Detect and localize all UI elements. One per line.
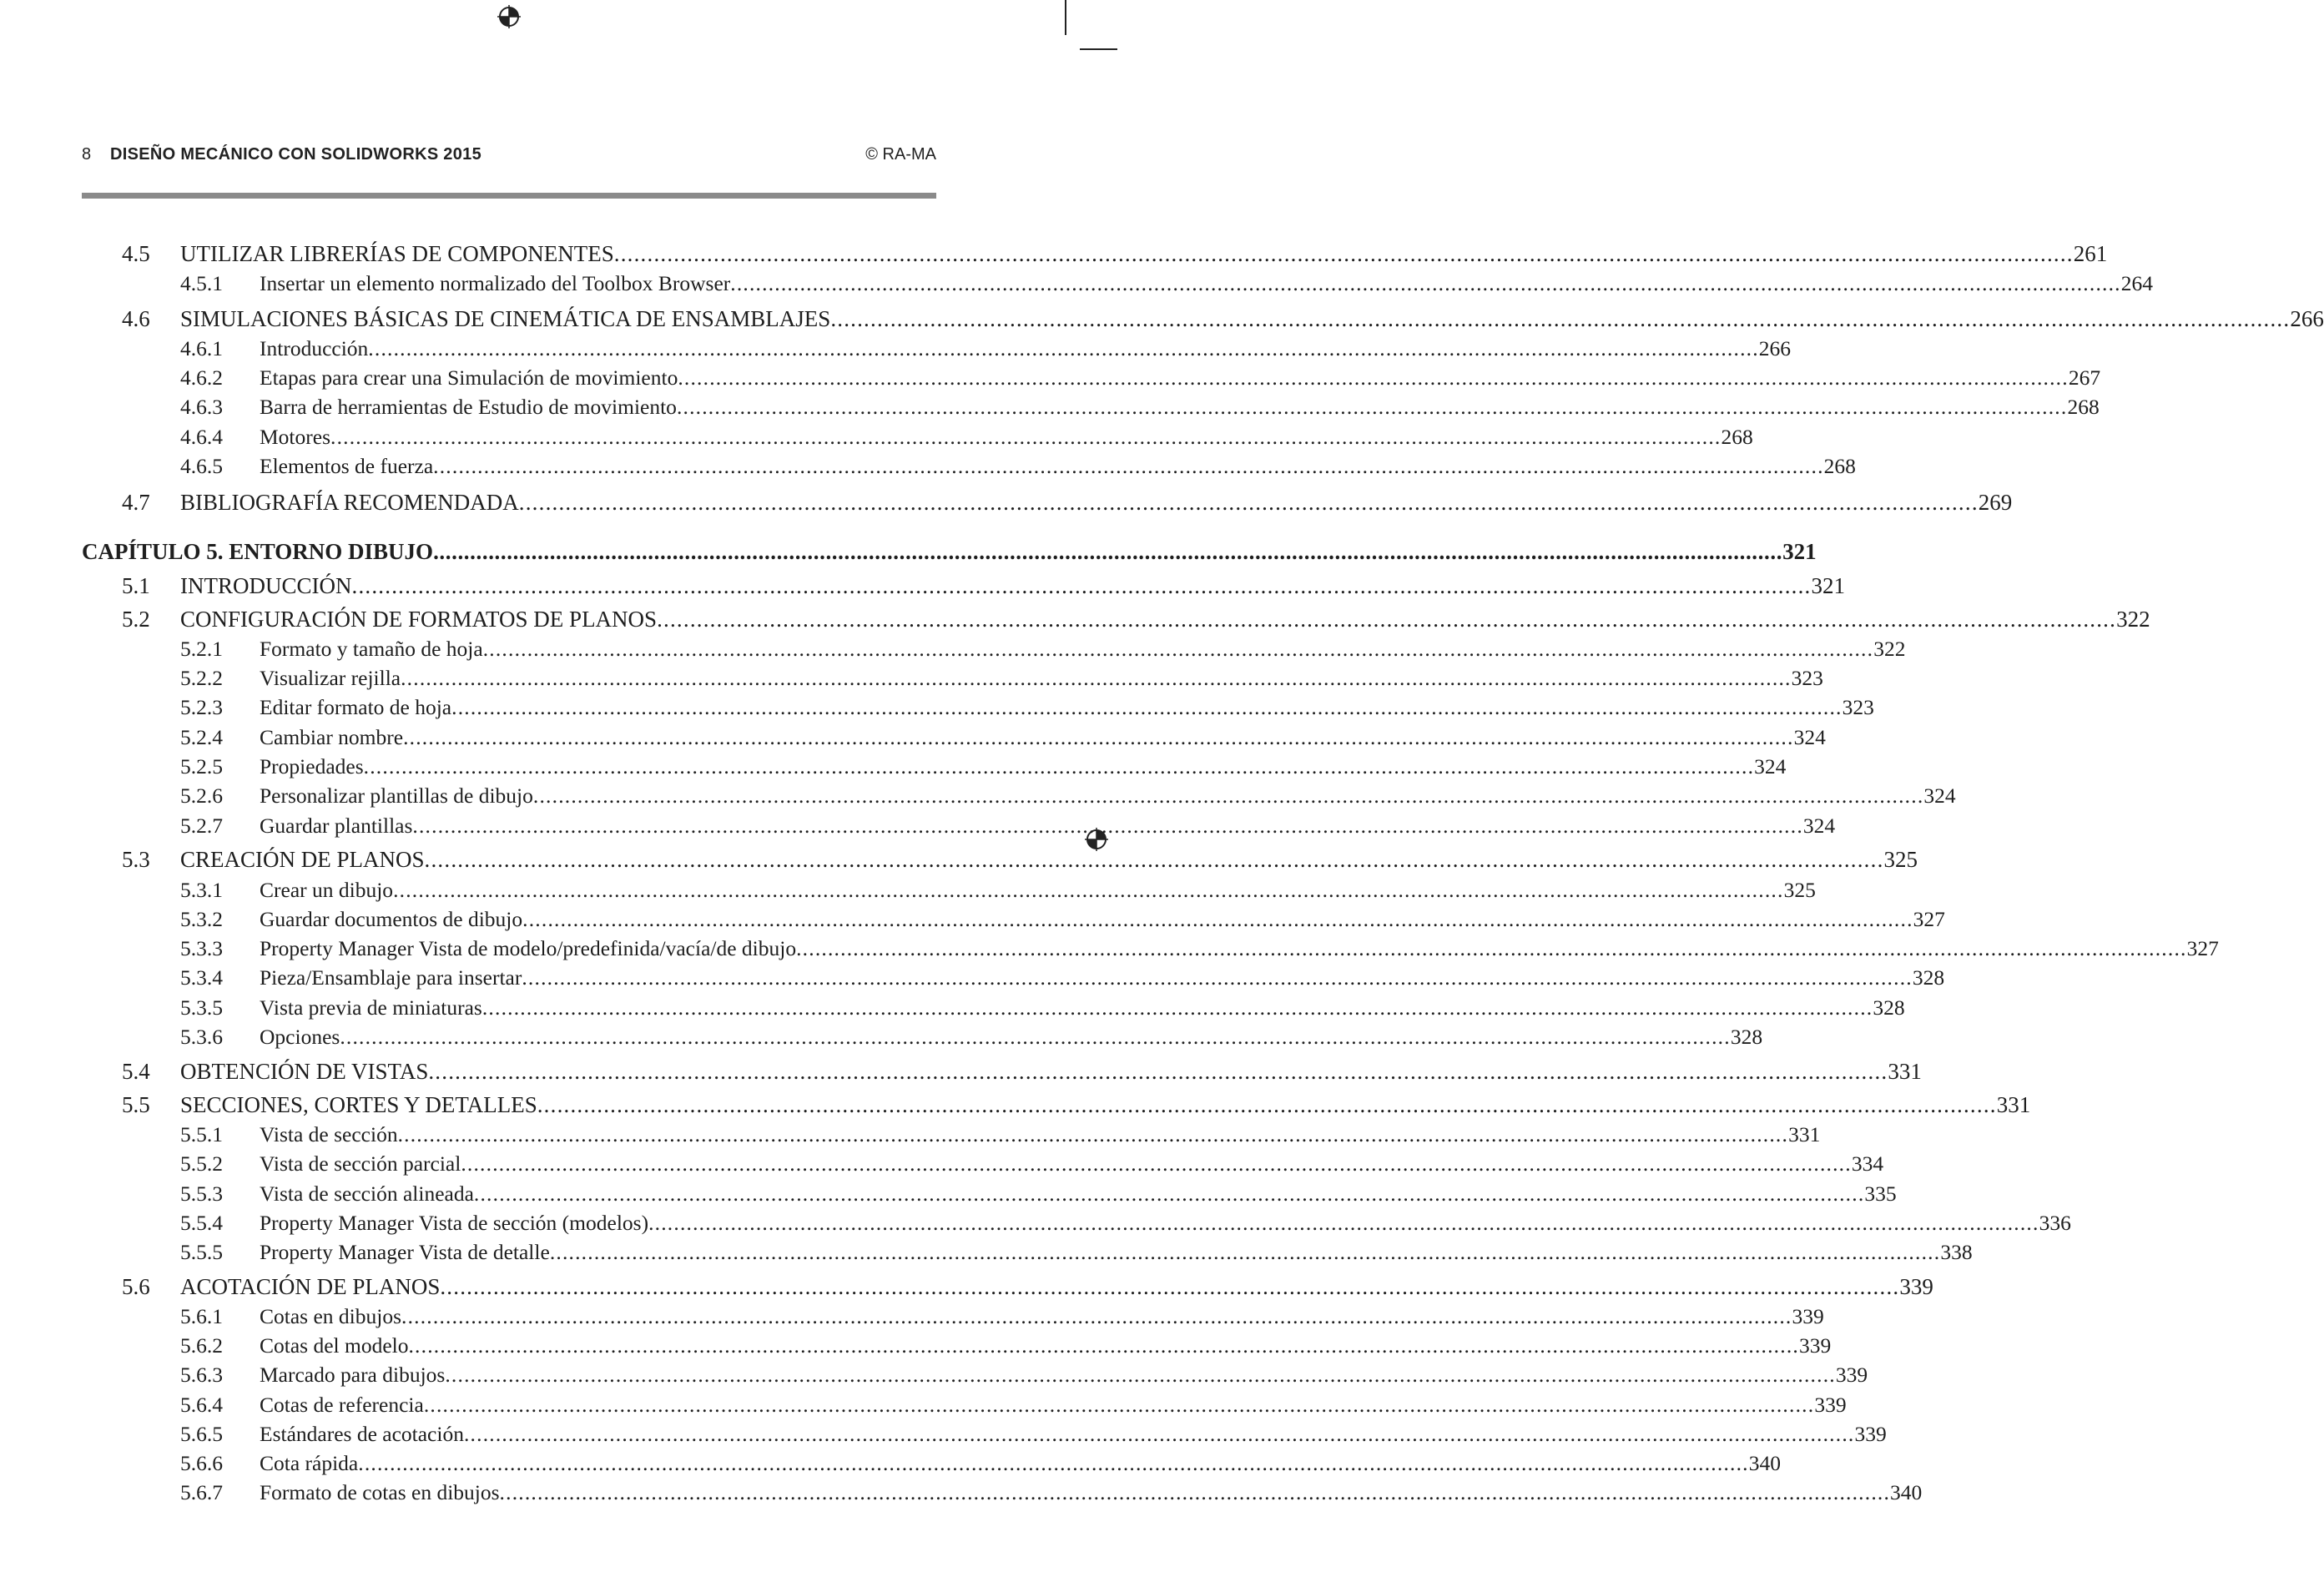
- toc-item: [0, 1449, 1781, 1479]
- toc-item-number: 5.2.2: [180, 666, 223, 690]
- registration-mark-icon: [497, 5, 521, 28]
- toc-item: [0, 1237, 1973, 1267]
- dot-leader: ............................................................................................................................................................................................................................: [613, 241, 2074, 266]
- toc-item-title: Estándares de acotación: [260, 1422, 464, 1446]
- dot-leader: ............................................................................................................................................................................................................................: [730, 271, 2121, 295]
- toc-item-title: Property Manager Vista de modelo/predefinida/vacía/de dibujo: [260, 936, 797, 960]
- toc-item-title: Cambiar nombre: [260, 725, 404, 749]
- toc-item: [0, 844, 1918, 874]
- dot-leader: ............................................................................................................................................................................................................................: [648, 1211, 2039, 1235]
- toc-item-number: 4.6.4: [180, 425, 223, 449]
- toc-item: [0, 634, 1906, 664]
- toc-item: [0, 422, 1753, 452]
- dot-leader: ............................................................................................................................................................................................................................: [445, 1363, 1836, 1387]
- toc-item-number: 5.3.5: [180, 995, 223, 1020]
- toc-item-number: 5.5.5: [180, 1240, 223, 1264]
- toc-item-title: Etapas para crear una Simulación de movimiento: [260, 365, 678, 390]
- toc-item-page: 336: [2039, 1211, 2071, 1235]
- dot-leader: ............................................................................................................................................................................................................................: [657, 607, 2117, 632]
- toc-item-page: 328: [1912, 965, 1945, 990]
- toc-item: [0, 693, 1874, 723]
- toc-item-title: SIMULACIONES BÁSICAS DE CINEMÁTICA DE ENSAMBLAJES: [180, 306, 831, 331]
- dot-leader: ............................................................................................................................................................................................................................: [451, 695, 1843, 719]
- crop-mark-horizontal: [1080, 48, 1117, 50]
- dot-leader: ............................................................................................................................................................................................................................: [397, 1122, 1789, 1146]
- toc-item: [0, 1179, 1897, 1209]
- dot-leader: ............................................................................................................................................................................................................................: [351, 573, 1812, 598]
- toc-item-number: 4.6.3: [180, 395, 223, 419]
- toc-item: [0, 663, 1823, 693]
- toc-item: [0, 334, 1792, 364]
- toc-item-number: 4.5.1: [180, 271, 223, 295]
- toc-item-page: 322: [1873, 637, 1906, 661]
- toc-item: [0, 487, 2013, 517]
- toc-item-title: Vista de sección: [260, 1122, 398, 1146]
- toc-item: [0, 811, 1836, 841]
- toc-item-page: 339: [1854, 1422, 1887, 1446]
- toc-item-number: 5.6.7: [180, 1480, 223, 1504]
- toc-item: [0, 1419, 1887, 1449]
- toc-item-number: 5.2.5: [180, 754, 223, 778]
- toc-item-title: Cotas del modelo: [260, 1333, 409, 1358]
- toc-item-title: Pieza/Ensamblaje para insertar: [260, 965, 522, 990]
- toc-item-page: 321: [1782, 539, 1817, 564]
- toc-item-page: 339: [1835, 1363, 1868, 1387]
- toc-item-page: 266: [1758, 336, 1792, 360]
- toc-item-page: 325: [1783, 878, 1816, 902]
- dot-leader: ............................................................................................................................................................................................................................: [403, 725, 1794, 749]
- toc-item-page: 324: [1793, 725, 1826, 749]
- toc-item-title: UTILIZAR LIBRERÍAS DE COMPONENTES: [180, 241, 614, 266]
- toc-item-page: 334: [1851, 1151, 1884, 1176]
- page-number: 8: [82, 145, 92, 164]
- dot-leader: ............................................................................................................................................................................................................................: [408, 1333, 1799, 1358]
- toc-item: [0, 392, 2100, 422]
- toc-item-page: 339: [1899, 1274, 1933, 1299]
- toc-item: [0, 571, 1845, 601]
- dot-leader: ............................................................................................................................................................................................................................: [499, 1480, 1891, 1504]
- toc-item-title: Motores: [260, 425, 330, 449]
- toc-item-title: Cotas de referencia: [260, 1393, 424, 1417]
- toc-item-number: 5.3.6: [180, 1025, 223, 1049]
- toc-item: [0, 304, 2324, 334]
- toc-item-title: Vista previa de miniaturas: [260, 995, 482, 1020]
- toc-item: [0, 269, 2153, 299]
- dot-leader: ............................................................................................................................................................................................................................: [340, 1025, 1731, 1049]
- toc-item-page: 327: [2186, 936, 2219, 960]
- toc-item-title: Editar formato de hoja: [260, 695, 452, 719]
- toc-item: [0, 934, 2219, 964]
- dot-leader: ............................................................................................................................................................................................................................: [549, 1240, 1941, 1264]
- toc-item: [0, 604, 2150, 634]
- dot-leader: ............................................................................................................................................................................................................................: [440, 1274, 1900, 1299]
- toc-item-number: 5.5: [122, 1092, 150, 1117]
- toc-item-page: 328: [1730, 1025, 1763, 1049]
- dot-leader: ............................................................................................................................................................................................................................: [482, 637, 1874, 661]
- toc-item: [0, 781, 1956, 811]
- toc-item-title: Guardar plantillas: [260, 814, 413, 838]
- toc-item-page: 324: [1923, 783, 1956, 808]
- toc-item-number: 4.6.2: [180, 365, 223, 390]
- crop-mark-vertical: [1065, 0, 1066, 35]
- toc-item: [0, 1090, 2031, 1120]
- dot-leader: ............................................................................................................................................................................................................................: [522, 965, 1913, 990]
- toc-item-page: 261: [2073, 241, 2108, 266]
- toc-item-page: 331: [1788, 1122, 1821, 1146]
- toc-item-number: 5.1: [122, 573, 150, 598]
- toc-item: [0, 1272, 1933, 1302]
- toc-item-number: 5.6.4: [180, 1393, 223, 1417]
- dot-leader: ............................................................................................................................................................................................................................: [401, 1304, 1792, 1328]
- toc-item: [0, 1478, 1923, 1508]
- toc-item-number: 5.3: [122, 847, 150, 872]
- toc-item-title: Personalizar plantillas de dibujo: [260, 783, 533, 808]
- toc-item-number: 5.2.1: [180, 637, 223, 661]
- toc-item-page: 323: [1791, 666, 1823, 690]
- toc-item-page: 266: [2290, 306, 2324, 331]
- dot-leader: ............................................................................................................................................................................................................................: [830, 306, 2291, 331]
- toc-item-page: 264: [2120, 271, 2153, 295]
- toc-item-number: 4.5: [122, 241, 150, 266]
- toc-item: [0, 1120, 1821, 1150]
- dot-leader: ............................................................................................................................................................................................................................: [537, 1092, 1997, 1117]
- dot-leader: ............................................................................................................................................................................................................................: [678, 365, 2069, 390]
- toc-item-number: 5.2.4: [180, 725, 223, 749]
- toc-item-page: 335: [1864, 1181, 1897, 1206]
- toc-item-page: 331: [1888, 1059, 1922, 1084]
- toc-item: [0, 904, 1945, 935]
- toc-item-page: 339: [1798, 1333, 1832, 1358]
- book-title: DISEÑO MECÁNICO CON SOLIDWORKS 2015: [110, 145, 482, 164]
- toc-item: [0, 363, 2101, 393]
- toc-item-number: 4.7: [122, 490, 150, 515]
- toc-item-title: INTRODUCCIÓN: [180, 573, 352, 598]
- toc-item-page: 324: [1802, 814, 1836, 838]
- dot-leader: ............................................................................................................................................................................................................................: [433, 539, 1783, 564]
- toc-item-page: 325: [1883, 847, 1918, 872]
- dot-leader: ............................................................................................................................................................................................................................: [423, 1393, 1815, 1417]
- toc-item-title: CONFIGURACIÓN DE FORMATOS DE PLANOS: [180, 607, 658, 632]
- toc-item-title: Introducción: [260, 336, 369, 360]
- toc-item: [0, 1331, 1832, 1361]
- toc-item-title: Elementos de fuerza: [260, 454, 434, 478]
- dot-leader: ............................................................................................................................................................................................................................: [676, 395, 2068, 419]
- toc-item-title: CREACIÓN DE PLANOS: [180, 847, 425, 872]
- header-rule: [82, 193, 936, 199]
- dot-leader: ............................................................................................................................................................................................................................: [330, 425, 1722, 449]
- publisher: © RA-MA: [865, 145, 936, 164]
- toc-item-title: Barra de herramientas de Estudio de movimiento: [260, 395, 677, 419]
- toc-item-number: 5.5.4: [180, 1211, 223, 1235]
- toc-item-number: 5.6: [122, 1274, 150, 1299]
- toc-item-number: 5.3.1: [180, 878, 223, 902]
- toc-item-title: Property Manager Vista de detalle: [260, 1240, 550, 1264]
- toc-item-number: 5.3.4: [180, 965, 223, 990]
- toc-item: [0, 875, 1816, 905]
- toc-item-title: Formato y tamaño de hoja: [260, 637, 483, 661]
- toc-item-title: SECCIONES, CORTES Y DETALLES: [180, 1092, 537, 1117]
- toc-item-number: 5.6.1: [180, 1304, 223, 1328]
- dot-leader: ............................................................................................................................................................................................................................: [424, 847, 1884, 872]
- toc-item-page: 268: [1721, 425, 1753, 449]
- toc-item: [0, 1022, 1763, 1052]
- toc-item-number: 4.6: [122, 306, 150, 331]
- toc-item: [0, 993, 1905, 1023]
- dot-leader: ............................................................................................................................................................................................................................: [428, 1059, 1888, 1084]
- dot-leader: ............................................................................................................................................................................................................................: [412, 814, 1803, 838]
- dot-leader: ............................................................................................................................................................................................................................: [368, 336, 1759, 360]
- toc-item-page: 267: [2068, 365, 2101, 390]
- toc-item: [0, 1056, 1922, 1086]
- dot-leader: ............................................................................................................................................................................................................................: [363, 754, 1755, 778]
- toc-item-page: 268: [1823, 454, 1856, 478]
- toc-item-page: 339: [1792, 1304, 1824, 1328]
- toc-item-page: 340: [1748, 1451, 1781, 1475]
- toc-item: [0, 451, 1856, 481]
- toc-item-title: Property Manager Vista de sección (modelos): [260, 1211, 649, 1235]
- toc-item-number: 5.6.2: [180, 1333, 223, 1358]
- toc-item-number: 5.5.3: [180, 1181, 223, 1206]
- dot-leader: ............................................................................................................................................................................................................................: [401, 666, 1792, 690]
- chapter-heading: [0, 537, 1817, 567]
- toc-item-page: 338: [1940, 1240, 1973, 1264]
- dot-leader: ............................................................................................................................................................................................................................: [463, 1422, 1855, 1446]
- toc-item-title: Guardar documentos de dibujo: [260, 907, 523, 931]
- toc-item: [0, 239, 2108, 269]
- toc-item-number: 5.3.2: [180, 907, 223, 931]
- toc-item-title: Cota rápida: [260, 1451, 359, 1475]
- toc-item: [0, 1149, 1884, 1179]
- toc-item-number: 4.6.5: [180, 454, 223, 478]
- dot-leader: ............................................................................................................................................................................................................................: [433, 454, 1824, 478]
- dot-leader: ............................................................................................................................................................................................................................: [358, 1451, 1749, 1475]
- toc-item-page: 323: [1842, 695, 1874, 719]
- toc-item-title: BIBLIOGRAFÍA RECOMENDADA: [180, 490, 519, 515]
- dot-leader: ............................................................................................................................................................................................................................: [522, 907, 1913, 931]
- toc-item-page: 331: [1996, 1092, 2031, 1117]
- dot-leader: ............................................................................................................................................................................................................................: [393, 878, 1784, 902]
- dot-leader: ............................................................................................................................................................................................................................: [461, 1151, 1852, 1176]
- running-header: [82, 145, 936, 170]
- toc-item: [0, 1360, 1868, 1390]
- toc-item-title: Cotas en dibujos: [260, 1304, 401, 1328]
- toc-item-page: 322: [2116, 607, 2150, 632]
- toc-item-number: 5.5.1: [180, 1122, 223, 1146]
- chapter-title: CAPÍTULO 5. ENTORNO DIBUJO: [82, 539, 434, 564]
- dot-leader: ............................................................................................................................................................................................................................: [796, 936, 2187, 960]
- toc-item: [0, 1390, 1847, 1420]
- toc-item-title: Marcado para dibujos: [260, 1363, 446, 1387]
- toc-item-page: 269: [1978, 490, 2013, 515]
- toc-item-page: 268: [2067, 395, 2100, 419]
- dot-leader: ............................................................................................................................................................................................................................: [481, 995, 1873, 1020]
- toc-item: [0, 963, 1945, 993]
- toc-item-number: 5.2.7: [180, 814, 223, 838]
- toc-item-page: 321: [1811, 573, 1845, 598]
- toc-item-number: 5.6.6: [180, 1451, 223, 1475]
- toc-item-number: 5.6.5: [180, 1422, 223, 1446]
- toc-item-title: Opciones: [260, 1025, 340, 1049]
- toc-item: [0, 1208, 2071, 1238]
- toc-item-page: 339: [1814, 1393, 1847, 1417]
- toc-item: [0, 752, 1787, 782]
- toc-item-title: OBTENCIÓN DE VISTAS: [180, 1059, 429, 1084]
- toc-item-number: 5.5.2: [180, 1151, 223, 1176]
- toc-item-page: 324: [1754, 754, 1787, 778]
- toc-item-number: 5.2.3: [180, 695, 223, 719]
- toc-item-page: 340: [1890, 1480, 1923, 1504]
- toc-item: [0, 1302, 1824, 1332]
- toc-item-title: Propiedades: [260, 754, 364, 778]
- toc-item-title: Crear un dibujo: [260, 878, 394, 902]
- toc-item-title: Vista de sección parcial: [260, 1151, 461, 1176]
- toc-item-number: 5.4: [122, 1059, 150, 1084]
- dot-leader: ............................................................................................................................................................................................................................: [532, 783, 1924, 808]
- toc-item-title: Insertar un elemento normalizado del Toolbox Browser: [260, 271, 731, 295]
- toc-item-page: 328: [1873, 995, 1905, 1020]
- toc-item-number: 5.2: [122, 607, 150, 632]
- toc-item: [0, 723, 1826, 753]
- toc-item-title: ACOTACIÓN DE PLANOS: [180, 1274, 441, 1299]
- toc-item-number: 5.6.3: [180, 1363, 223, 1387]
- toc-item-number: 4.6.1: [180, 336, 223, 360]
- toc-item-title: Vista de sección alineada: [260, 1181, 474, 1206]
- toc-item-number: 5.3.3: [180, 936, 223, 960]
- toc-item-title: Formato de cotas en dibujos: [260, 1480, 500, 1504]
- toc-item-title: Visualizar rejilla: [260, 666, 401, 690]
- toc-item-page: 327: [1913, 907, 1945, 931]
- dot-leader: ............................................................................................................................................................................................................................: [518, 490, 1979, 515]
- dot-leader: ............................................................................................................................................................................................................................: [473, 1181, 1865, 1206]
- toc-item-number: 5.2.6: [180, 783, 223, 808]
